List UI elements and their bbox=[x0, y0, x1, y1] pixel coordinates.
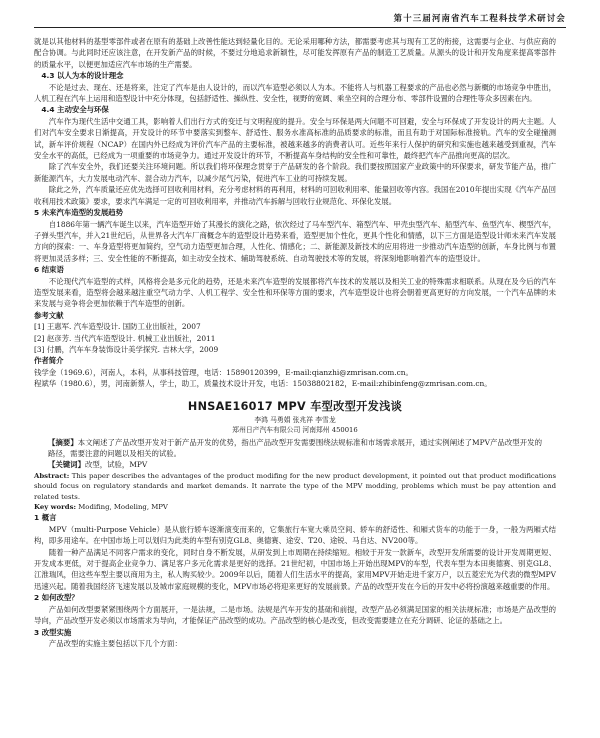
running-header bbox=[34, 12, 566, 28]
abstract-cn-label: 【摘要】 bbox=[48, 437, 78, 447]
section-heading: 4.3 以人为本的设计理念 bbox=[41, 71, 124, 81]
reference-item: [2] 赵彦芳. 当代汽车造型设计. 机械工业出版社，2011 bbox=[34, 333, 216, 343]
abstract-en-text: This paper describes the advantages of the product modifing for the new product development, it pointed out that product modifications should focus on regulatory standards and market demands. It narrate the type of the MPV modding, problems which must be pay attention and related tests. bbox=[34, 471, 556, 501]
paragraph: 不论现代汽车造型的式样，风格将会是多元化的趋势，还是未来汽车造型的发展都将汽车技术的发展以及相关工业的特殊需求相联系。从现在及今后的汽车造型发展来看，造型将会越来越注重空气动力学、人机工程学、安全性和环保等方面的要求，汽车造型设计也将会朝着更高更好的方向发展，一个汽车品牌的未来发展与竞争将会更加依赖于汽车造型的创新。 bbox=[34, 276, 556, 309]
article-affiliation: 郑州日产汽车有限公司 河南郑州 450016 bbox=[232, 425, 358, 434]
paragraph: 除了汽车安全外，我们还要关注环境问题。所以我们将环保理念贯穿于产品研发的各个阶段。我们要按照国家产业政策中的环保要求，研发节能产品，推广新能源汽车，大力发展电动汽车、混合动力汽车，以减少尾气污染，促进汽车工业的可持续发展。 bbox=[34, 162, 556, 183]
paragraph: 汽车作为现代生活中交通工具，影响着人们出行方式的变迁与文明程度的提升。安全与环保是两大问题不可回避，安全与环保成了开发设计的两大主题。人们对汽车安全要求日渐提高，开发设计的环节中要落实到整车、舒适性、服务水准高标准的品质要求的标准，而且有助于对国际标准接轨。汽车的安全碰撞测试，新车评价规程（NCAP）在国内外已经成为评价汽车产品的主要标准，被越来越多的消费者认可。近些年来行人保护的研究和实施也越来越受到重视，汽车安全水平的高低，已经成为一项重要的市场竞争力。通过开发设计的环节，不断提高车身结构的安全性和可靠性，最终把汽车产品推向更高的层次。 bbox=[34, 116, 556, 161]
paragraph: 随着一种产品满足不同客户需求的变化，同时自身不断发展，从研发到上市周期在持续缩短。相较于开发一款新车，改型开发所需要的设计开发周期更短、开发成本更低，对于提高企业竞争力、满足客户多元化需求是更好的选择。21世纪初，中国市场上开始出现MPV的车型，代表车型为本田奥德赛、别克GL8、江淮瑞风，但这些车型主要以商用为主，私人购买较少。2009年以后，随着人们生活水平的提高，家用MPV开始走进千家万户，以五菱宏光为代表的微型MPV迅速兴起。随着我国经济飞速发展以及城市家庭规模的变化，MPV市场必将迎来更好的发展前景。产品的改型开发在今后的开发中必将扮演越来越重要的作用。 bbox=[34, 547, 556, 591]
paragraph: 除此之外，汽车质量还应优先选择可回收利用材料，充分考虑材料的再利用，材料的可回收利用率、能量回收等内容。我国在2010年提出实现《汽车产品回收利用技术政策》要求，要求汽车满足一定的可回收利用率，并推动汽车拆解与回收行业规范化、环保化发展。 bbox=[34, 185, 556, 206]
section-heading: 3 改型实施 bbox=[34, 627, 72, 637]
paragraph: 产品改型的实施主要包括以下几个方面： bbox=[48, 638, 182, 648]
abstract-en bbox=[34, 471, 556, 502]
references-heading: 参考文献 bbox=[34, 310, 64, 320]
keywords-cn-label: 【关键词】 bbox=[48, 460, 85, 470]
paragraph: 就是以其他材料的基型零部件或者在原有的基础上改善性能达到轻量化目的。无论采用哪种方法，都需要考虑其与现有工艺的衔接，这需要与企业、与供应商的配合协调。与此同时还应该注意，在开发新产品的时候，不要过分地追求新颖性，尽可能发挥原有产品的制造工艺质量。从源头的设计和开发角度来提高零部件的质量水平，以便更加适应汽车市场的生产需要。 bbox=[34, 37, 556, 69]
paragraph: MPV（multi-Purpose Vehicle）是从旅行轿车逐渐演变而来的，它集旅行车宽大乘员空间、轿车的舒适性、和厢式货车的功能于一身，一般为两厢式结构，即多用途车。在中国市场上可以划归为此类的车型有别克GL8、奥德赛、途安、T20、途锐、马自达、NV200等。 bbox=[34, 524, 556, 546]
reference-item: [3] 付鹏，汽车车身装饰设计美学探究. 吉林大学，2009 bbox=[34, 344, 219, 354]
keywords-cn bbox=[48, 459, 542, 470]
reference-item: [1] 王惠军. 汽车造型设计. 国防工业出版社，2007 bbox=[34, 322, 201, 332]
paragraph: 不论是过去、现在、还是将来，注定了汽车是由人设计的，而以汽车造型必须以人为本。不能将人与机器工程要求的产品也必然与新概的市场竞争中胜出，人机工程在汽车上运用和造型设计中充分体现，包括舒适性、操纵性、安全性，视野的宽阔、乘坐空间的合理分布、零部件设置的合理性等众多因素在内。 bbox=[34, 82, 556, 104]
section-heading: 5 未来汽车造型的发展趋势 bbox=[34, 208, 124, 218]
abstract-en-label: Abstract: bbox=[34, 471, 70, 480]
keywords-en bbox=[34, 502, 556, 512]
abstract-block bbox=[34, 437, 556, 471]
keywords-en-label: Key words: bbox=[34, 503, 77, 512]
keywords-cn-text: 改型，试验，MPV bbox=[84, 460, 148, 470]
section-heading: 6 结束语 bbox=[34, 265, 64, 275]
page-content bbox=[34, 36, 556, 649]
paragraph: 产品如何改型要紧紧围绕两个方面展开，一是法规，二是市场。法规是汽车开发的基础和前提，改型产品必须满足国家的相关法规标准；市场是产品改型的导向，产品改型开发必须以市场需求为导向，才能保证产品改型的成功。产品改型的核心是改变，但改变需要建立在充分调研、论证的基础之上。 bbox=[34, 604, 556, 626]
abstract-cn bbox=[48, 437, 542, 460]
journal-title: 第十三届河南省汽车工程科技学术研讨会 bbox=[393, 12, 566, 23]
author-bio-heading: 作者简介 bbox=[34, 356, 64, 366]
author-bio: 程斌华（1980.6），男，河南新蔡人，学士，助工，质量技术设计开发，电话：15038802182，E-mail:zhibinfeng@zmrisan.com.cn。 bbox=[34, 379, 492, 389]
section-heading: 4.4 主动安全与环保 bbox=[41, 105, 109, 115]
keywords-en-text: Modifing, Modeling, MPV bbox=[78, 503, 168, 512]
abstract-cn-text: 本文阐述了产品改型开发对于新产品开发的优势，指出产品改型开发需要围绕法规标准和市场需求展开，通过实例阐述了MPV产品改型开发的路径，需要注意的问题以及相关的试验。 bbox=[48, 437, 542, 458]
paragraph: 自1886年第一辆汽车诞生以来，汽车造型开始了其漫长的演化之路，依次经过了马车型汽车、箱型汽车、甲壳虫型汽车、船型汽车、鱼型汽车、楔型汽车，子弹头型汽车，并入21世纪后，从世界各大汽车厂商概念车的造型设计趋势来看，造型更加个性化，更具个性化和情感，以下三方面是造型设计师未来汽车发展方向的探索：一、车身造型将更加简约，空气动力造型更加合理，人性化、情感化；二、新能源及新技术的应用将进一步推动汽车造型的创新，车身比例与布置将更加灵活多样；三、安全性能的不断提高，如主动安全技术、辅助驾驶系统、自动驾驶技术等的发展，将深刻地影响着汽车的造型设计。 bbox=[34, 219, 556, 263]
article-title: HNSAE16017 MPV 车型改型开发浅谈 bbox=[187, 399, 403, 413]
section-heading: 2 如何改型？ bbox=[34, 593, 79, 603]
article-authors: 李鸿 马勇娟 张兆祥 李雪龙 bbox=[254, 415, 336, 424]
author-bio: 钱学金（1969.6），河南人，本科，从事科技管理，电话：15890120399，E-mail:qianzhi@zmrisan.com.cn。 bbox=[34, 367, 413, 377]
section-heading: 1 概言 bbox=[34, 513, 57, 523]
